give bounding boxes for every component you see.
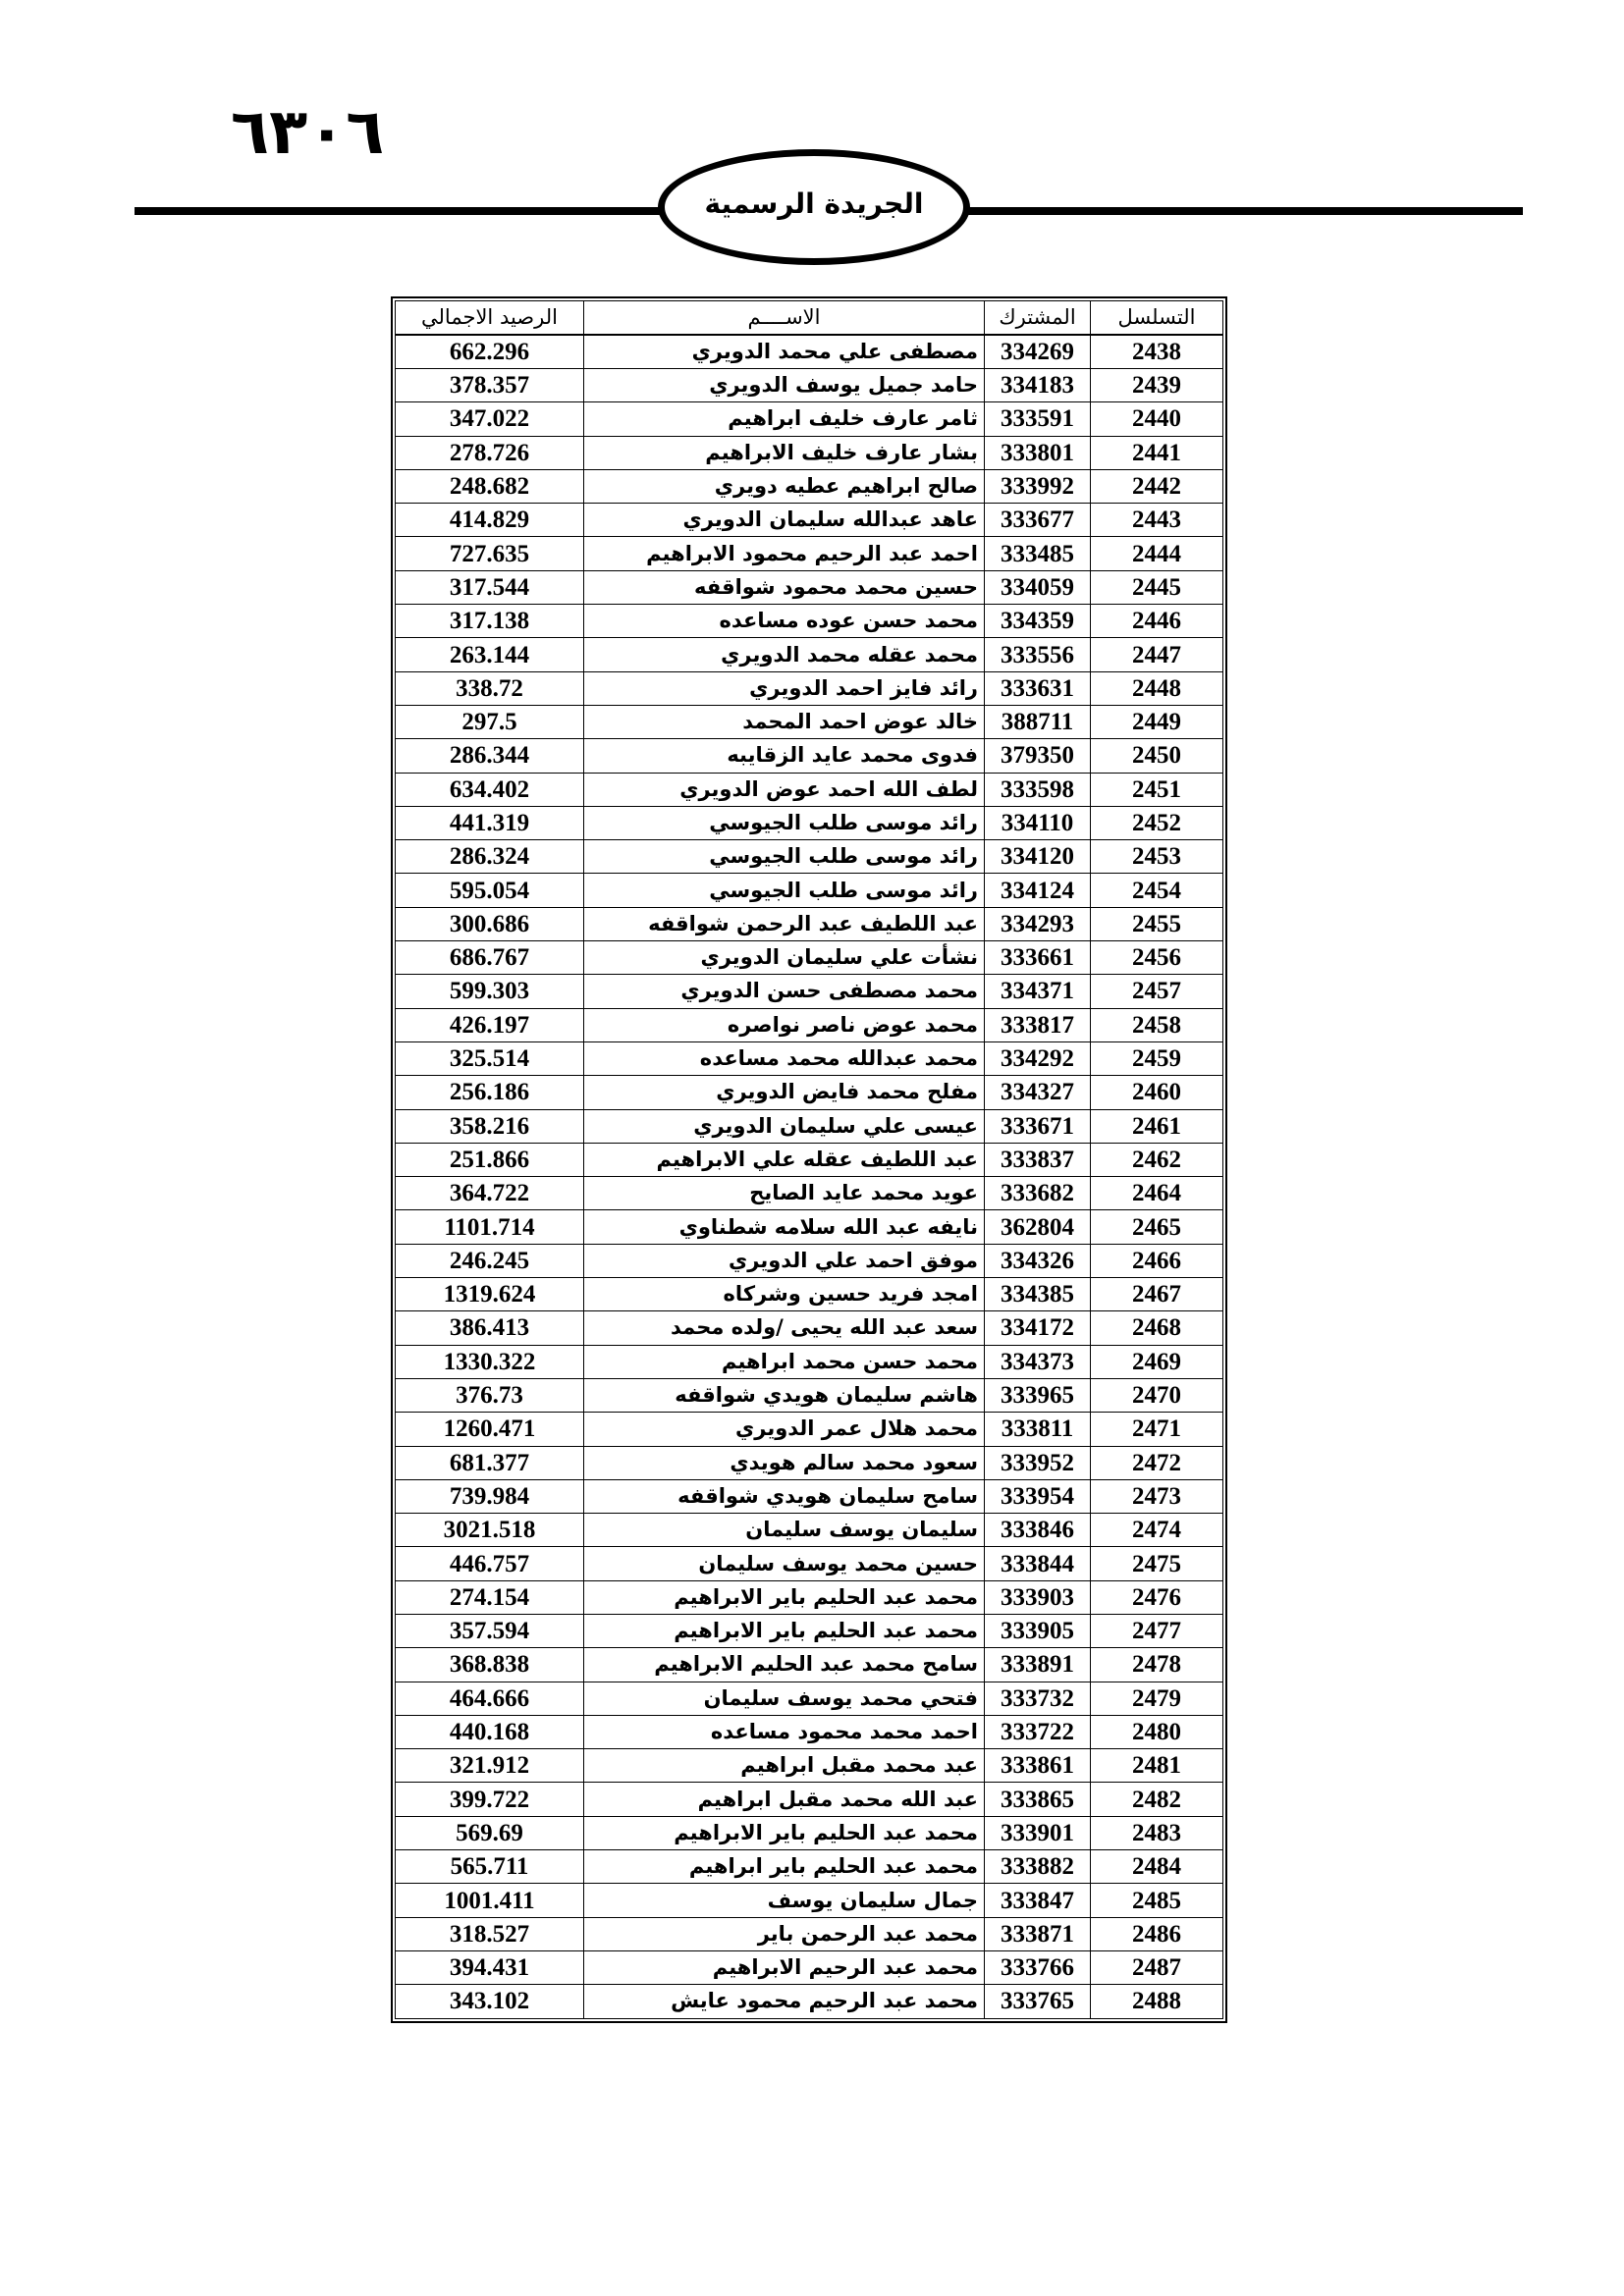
subscriber-cell: 333903 (984, 1581, 1090, 1615)
name-cell: حسين محمد يوسف سليمان (583, 1547, 984, 1580)
name-cell: عبد اللطيف عقله علي الابراهيم (583, 1144, 984, 1177)
serial-cell: 2482 (1090, 1783, 1223, 1816)
table-row (395, 941, 1223, 975)
serial-cell: 2484 (1090, 1850, 1223, 1884)
table-row (395, 1547, 1223, 1580)
subscriber-cell: 333965 (984, 1379, 1090, 1413)
name-cell: محمد حسن محمد ابراهيم (583, 1346, 984, 1379)
name-cell: نايفه عبد الله سلامه شطناوي (583, 1210, 984, 1244)
balance-cell: 727.635 (395, 537, 583, 570)
table-row (395, 1346, 1223, 1379)
balance-cell: 569.69 (395, 1817, 583, 1850)
subscriber-cell: 333891 (984, 1648, 1090, 1682)
serial-cell: 2439 (1090, 369, 1223, 402)
table-row (395, 1951, 1223, 1985)
table-row (395, 706, 1223, 739)
gazette-title-oval (658, 149, 970, 265)
subscriber-cell: 334172 (984, 1311, 1090, 1345)
name-cell: محمد عقله محمد الدويري (583, 638, 984, 671)
name-cell: لطف الله احمد عوض الدويري (583, 774, 984, 807)
subscriber-cell: 334120 (984, 840, 1090, 874)
table-row (395, 1177, 1223, 1210)
balance-cell: 297.5 (395, 706, 583, 739)
subscriber-cell: 333844 (984, 1547, 1090, 1580)
balance-cell: 386.413 (395, 1311, 583, 1345)
subscriber-cell: 333865 (984, 1783, 1090, 1816)
subscriber-cell: 333661 (984, 941, 1090, 975)
subscriber-cell: 333801 (984, 437, 1090, 470)
serial-cell: 2481 (1090, 1749, 1223, 1783)
table-row (395, 335, 1223, 369)
table-row (395, 1311, 1223, 1345)
subscriber-cell: 362804 (984, 1210, 1090, 1244)
serial-cell: 2470 (1090, 1379, 1223, 1413)
table-row (395, 1850, 1223, 1884)
serial-cell: 2467 (1090, 1278, 1223, 1311)
balance-cell: 414.829 (395, 504, 583, 537)
name-cell: محمد حسن عوده مساعده (583, 605, 984, 638)
balance-cell: 325.514 (395, 1042, 583, 1076)
serial-cell: 2447 (1090, 638, 1223, 671)
balance-cell: 1260.471 (395, 1413, 583, 1446)
subscriber-cell: 333861 (984, 1749, 1090, 1783)
balance-cell: 251.866 (395, 1144, 583, 1177)
serial-cell: 2477 (1090, 1615, 1223, 1648)
balance-cell: 321.912 (395, 1749, 583, 1783)
name-cell: خالد عوض احمد المحمد (583, 706, 984, 739)
table-row (395, 1648, 1223, 1682)
name-cell: ثامر عارف خليف ابراهيم (583, 402, 984, 436)
name-cell: محمد عبد الرحمن باير (583, 1918, 984, 1951)
balance-cell: 426.197 (395, 1009, 583, 1042)
name-cell: عبد اللطيف عبد الرحمن شواقفه (583, 908, 984, 941)
subscriber-cell: 388711 (984, 706, 1090, 739)
table-row (395, 1817, 1223, 1850)
subscribers-table-frame (391, 296, 1227, 2023)
table-row (395, 369, 1223, 402)
serial-cell: 2457 (1090, 975, 1223, 1008)
subscriber-cell: 333992 (984, 470, 1090, 504)
serial-cell: 2452 (1090, 807, 1223, 840)
table-row (395, 1144, 1223, 1177)
balance-cell: 256.186 (395, 1076, 583, 1109)
subscriber-cell: 333817 (984, 1009, 1090, 1042)
name-cell: مفلح محمد فايض الدويري (583, 1076, 984, 1109)
name-cell: احمد محمد محمود مساعده (583, 1716, 984, 1749)
serial-cell: 2445 (1090, 571, 1223, 605)
balance-cell: 686.767 (395, 941, 583, 975)
serial-cell: 2469 (1090, 1346, 1223, 1379)
balance-cell: 739.984 (395, 1480, 583, 1514)
name-cell: عبد محمد مقبل ابراهيم (583, 1749, 984, 1783)
serial-cell: 2453 (1090, 840, 1223, 874)
table-row (395, 1110, 1223, 1144)
subscriber-cell: 334326 (984, 1245, 1090, 1278)
table-row (395, 1918, 1223, 1951)
name-cell: امجد فريد حسين وشركاه (583, 1278, 984, 1311)
subscriber-cell: 334385 (984, 1278, 1090, 1311)
balance-cell: 248.682 (395, 470, 583, 504)
balance-cell: 565.711 (395, 1850, 583, 1884)
table-row (395, 1379, 1223, 1413)
subscriber-cell: 333905 (984, 1615, 1090, 1648)
balance-cell: 347.022 (395, 402, 583, 436)
subscriber-cell: 334110 (984, 807, 1090, 840)
table-row (395, 1514, 1223, 1547)
name-cell: رائد موسى طلب الجيوسي (583, 807, 984, 840)
name-cell: محمد عبد الحليم باير الابراهيم (583, 1817, 984, 1850)
name-cell: حامد جميل يوسف الدويري (583, 369, 984, 402)
table-row (395, 605, 1223, 638)
name-cell: عاهد عبدالله سليمان الدويري (583, 504, 984, 537)
name-cell: سامح سليمان هويدي شواقفه (583, 1480, 984, 1514)
subscriber-cell: 333591 (984, 402, 1090, 436)
balance-cell: 1319.624 (395, 1278, 583, 1311)
subscriber-cell: 333952 (984, 1447, 1090, 1480)
balance-cell: 662.296 (395, 335, 583, 369)
serial-cell: 2460 (1090, 1076, 1223, 1109)
table-row (395, 1682, 1223, 1716)
subscriber-cell: 333765 (984, 1985, 1090, 2018)
table-row (395, 1884, 1223, 1917)
balance-cell: 317.544 (395, 571, 583, 605)
table-row (395, 1447, 1223, 1480)
serial-cell: 2438 (1090, 335, 1223, 369)
subscriber-cell: 333846 (984, 1514, 1090, 1547)
serial-cell: 2443 (1090, 504, 1223, 537)
table-row (395, 1480, 1223, 1514)
name-cell: عبد الله محمد مقبل ابراهيم (583, 1783, 984, 1816)
subscriber-cell: 333847 (984, 1884, 1090, 1917)
serial-cell: 2478 (1090, 1648, 1223, 1682)
balance-cell: 446.757 (395, 1547, 583, 1580)
subscriber-cell: 334269 (984, 335, 1090, 369)
balance-cell: 343.102 (395, 1985, 583, 2018)
subscriber-cell: 333837 (984, 1144, 1090, 1177)
serial-cell: 2466 (1090, 1245, 1223, 1278)
name-cell: سامح محمد عبد الحليم الابراهيم (583, 1648, 984, 1682)
name-cell: محمد عبد الحليم باير الابراهيم (583, 1615, 984, 1648)
serial-cell: 2449 (1090, 706, 1223, 739)
balance-cell: 286.324 (395, 840, 583, 874)
subscribers-table (395, 300, 1223, 2019)
subscriber-cell: 333901 (984, 1817, 1090, 1850)
name-cell: احمد عبد الرحيم محمود الابراهيم (583, 537, 984, 570)
serial-cell: 2479 (1090, 1682, 1223, 1716)
balance-cell: 300.686 (395, 908, 583, 941)
subscriber-cell: 333722 (984, 1716, 1090, 1749)
balance-cell: 394.431 (395, 1951, 583, 1985)
balance-cell: 364.722 (395, 1177, 583, 1210)
serial-cell: 2462 (1090, 1144, 1223, 1177)
balance-cell: 464.666 (395, 1682, 583, 1716)
serial-cell: 2485 (1090, 1884, 1223, 1917)
table-row (395, 1985, 1223, 2018)
name-cell: رائد فايز احمد الدويري (583, 672, 984, 706)
table-row (395, 774, 1223, 807)
name-cell: نشأت علي سليمان الدويري (583, 941, 984, 975)
serial-cell: 2450 (1090, 739, 1223, 773)
table-row (395, 1210, 1223, 1244)
balance-cell: 274.154 (395, 1581, 583, 1615)
balance-cell: 246.245 (395, 1245, 583, 1278)
serial-cell: 2444 (1090, 537, 1223, 570)
balance-cell: 1001.411 (395, 1884, 583, 1917)
subscriber-cell: 334373 (984, 1346, 1090, 1379)
serial-cell: 2458 (1090, 1009, 1223, 1042)
table-row (395, 807, 1223, 840)
serial-cell: 2459 (1090, 1042, 1223, 1076)
column-header-subscriber: المشترك (984, 300, 1090, 335)
subscriber-cell: 333954 (984, 1480, 1090, 1514)
serial-cell: 2483 (1090, 1817, 1223, 1850)
page-number: ٦٣٠٦ (231, 96, 385, 169)
serial-cell: 2464 (1090, 1177, 1223, 1210)
balance-cell: 441.319 (395, 807, 583, 840)
column-header-serial: التسلسل (1090, 300, 1223, 335)
table-row (395, 437, 1223, 470)
subscriber-cell: 334371 (984, 975, 1090, 1008)
table-row (395, 470, 1223, 504)
subscriber-cell: 334124 (984, 874, 1090, 907)
name-cell: محمد عبد الحليم باير الابراهيم (583, 1581, 984, 1615)
table-row (395, 1749, 1223, 1783)
subscriber-cell: 333556 (984, 638, 1090, 671)
serial-cell: 2461 (1090, 1110, 1223, 1144)
serial-cell: 2456 (1090, 941, 1223, 975)
balance-cell: 1330.322 (395, 1346, 583, 1379)
name-cell: محمد عبدالله محمد مساعده (583, 1042, 984, 1076)
table-row (395, 1076, 1223, 1109)
table-row (395, 504, 1223, 537)
table-row (395, 975, 1223, 1008)
table-row (395, 1413, 1223, 1446)
table-row (395, 1245, 1223, 1278)
serial-cell: 2440 (1090, 402, 1223, 436)
table-row (395, 1783, 1223, 1816)
table-row (395, 874, 1223, 907)
balance-cell: 286.344 (395, 739, 583, 773)
name-cell: محمد هلال عمر الدويري (583, 1413, 984, 1446)
serial-cell: 2448 (1090, 672, 1223, 706)
subscriber-cell: 334327 (984, 1076, 1090, 1109)
subscriber-cell: 333682 (984, 1177, 1090, 1210)
subscriber-cell: 333882 (984, 1850, 1090, 1884)
subscriber-cell: 333631 (984, 672, 1090, 706)
balance-cell: 399.722 (395, 1783, 583, 1816)
name-cell: هاشم سليمان هويدي شواقفه (583, 1379, 984, 1413)
name-cell: بشار عارف خليف الابراهيم (583, 437, 984, 470)
balance-cell: 595.054 (395, 874, 583, 907)
serial-cell: 2465 (1090, 1210, 1223, 1244)
balance-cell: 376.73 (395, 1379, 583, 1413)
serial-cell: 2472 (1090, 1447, 1223, 1480)
name-cell: حسين محمد محمود شواقفه (583, 571, 984, 605)
table-row (395, 908, 1223, 941)
subscriber-cell: 334293 (984, 908, 1090, 941)
balance-cell: 681.377 (395, 1447, 583, 1480)
table-row (395, 1009, 1223, 1042)
subscriber-cell: 334059 (984, 571, 1090, 605)
table-row (395, 1615, 1223, 1648)
name-cell: مصطفى علي محمد الدويري (583, 335, 984, 369)
table-row (395, 571, 1223, 605)
table-row (395, 537, 1223, 570)
serial-cell: 2471 (1090, 1413, 1223, 1446)
table-row (395, 1042, 1223, 1076)
subscriber-cell: 333598 (984, 774, 1090, 807)
serial-cell: 2455 (1090, 908, 1223, 941)
balance-cell: 338.72 (395, 672, 583, 706)
table-row (395, 1278, 1223, 1311)
balance-cell: 368.838 (395, 1648, 583, 1682)
balance-cell: 357.594 (395, 1615, 583, 1648)
serial-cell: 2442 (1090, 470, 1223, 504)
balance-cell: 599.303 (395, 975, 583, 1008)
subscriber-cell: 379350 (984, 739, 1090, 773)
name-cell: رائد موسى طلب الجيوسي (583, 840, 984, 874)
name-cell: محمد عوض ناصر نواصره (583, 1009, 984, 1042)
subscriber-cell: 333811 (984, 1413, 1090, 1446)
subscriber-cell: 333766 (984, 1951, 1090, 1985)
name-cell: سعد عبد الله يحيى /ولده محمد (583, 1311, 984, 1345)
table-row (395, 739, 1223, 773)
name-cell: عويد محمد عايد الصايح (583, 1177, 984, 1210)
name-cell: سليمان يوسف سليمان (583, 1514, 984, 1547)
name-cell: سعود محمد سالم هويدي (583, 1447, 984, 1480)
column-header-balance: الرصيد الاجمالي (395, 300, 583, 335)
name-cell: محمد عبد الرحيم الابراهيم (583, 1951, 984, 1985)
balance-cell: 1101.714 (395, 1210, 583, 1244)
serial-cell: 2475 (1090, 1547, 1223, 1580)
serial-cell: 2487 (1090, 1951, 1223, 1985)
balance-cell: 317.138 (395, 605, 583, 638)
serial-cell: 2451 (1090, 774, 1223, 807)
column-header-name: الاســــم (583, 300, 984, 335)
subscriber-cell: 333677 (984, 504, 1090, 537)
table-row (395, 1581, 1223, 1615)
subscriber-cell: 333671 (984, 1110, 1090, 1144)
gazette-title: الجريدة الرسمية (704, 187, 924, 220)
serial-cell: 2476 (1090, 1581, 1223, 1615)
balance-cell: 440.168 (395, 1716, 583, 1749)
name-cell: موفق احمد علي الدويري (583, 1245, 984, 1278)
serial-cell: 2454 (1090, 874, 1223, 907)
table-header-row (395, 300, 1223, 335)
subscriber-cell: 333871 (984, 1918, 1090, 1951)
balance-cell: 358.216 (395, 1110, 583, 1144)
table-row (395, 638, 1223, 671)
table-row (395, 672, 1223, 706)
table-row (395, 1716, 1223, 1749)
subscriber-cell: 334359 (984, 605, 1090, 638)
name-cell: فتحي محمد يوسف سليمان (583, 1682, 984, 1716)
name-cell: جمال سليمان يوسف (583, 1884, 984, 1917)
subscriber-cell: 333485 (984, 537, 1090, 570)
balance-cell: 378.357 (395, 369, 583, 402)
subscriber-cell: 333732 (984, 1682, 1090, 1716)
balance-cell: 3021.518 (395, 1514, 583, 1547)
balance-cell: 318.527 (395, 1918, 583, 1951)
serial-cell: 2474 (1090, 1514, 1223, 1547)
name-cell: فدوى محمد عايد الزقايبه (583, 739, 984, 773)
table-row (395, 840, 1223, 874)
name-cell: عيسى علي سليمان الدويري (583, 1110, 984, 1144)
serial-cell: 2488 (1090, 1985, 1223, 2018)
serial-cell: 2480 (1090, 1716, 1223, 1749)
name-cell: محمد مصطفى حسن الدويري (583, 975, 984, 1008)
balance-cell: 634.402 (395, 774, 583, 807)
table-row (395, 402, 1223, 436)
serial-cell: 2486 (1090, 1918, 1223, 1951)
name-cell: صالح ابراهيم عطيه دويري (583, 470, 984, 504)
balance-cell: 263.144 (395, 638, 583, 671)
serial-cell: 2446 (1090, 605, 1223, 638)
name-cell: رائد موسى طلب الجيوسي (583, 874, 984, 907)
subscriber-cell: 334292 (984, 1042, 1090, 1076)
name-cell: محمد عبد الرحيم محمود عايش (583, 1985, 984, 2018)
serial-cell: 2468 (1090, 1311, 1223, 1345)
balance-cell: 278.726 (395, 437, 583, 470)
subscriber-cell: 334183 (984, 369, 1090, 402)
name-cell: محمد عبد الحليم باير ابراهيم (583, 1850, 984, 1884)
serial-cell: 2441 (1090, 437, 1223, 470)
serial-cell: 2473 (1090, 1480, 1223, 1514)
